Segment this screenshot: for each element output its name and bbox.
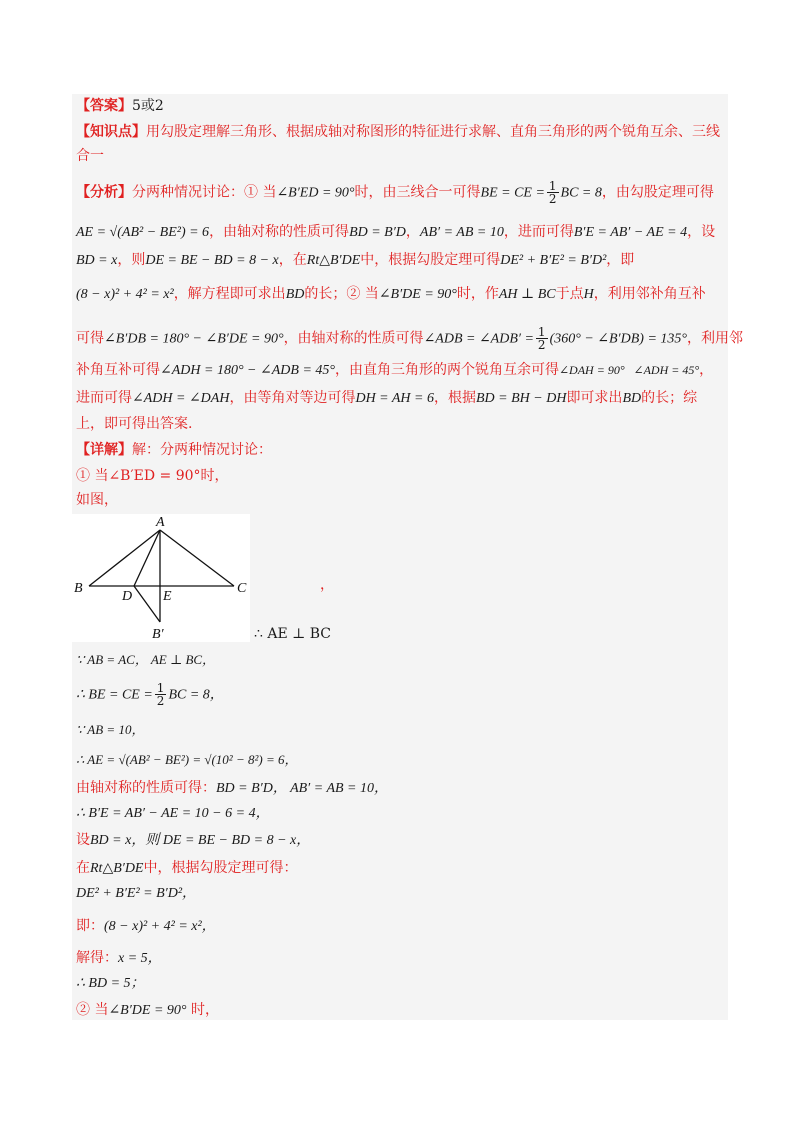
analysis-line-1: 【分析】分两种情况讨论：① 当∠B′ED = 90°时，由三线合一可得BE = CE = $\frac{1}{2}$ BC = 8，由勾股定理可得 [76,179,714,206]
step-8: 在Rt△B′DE中，根据勾股定理可得： [76,860,298,876]
segment-ac [160,530,234,586]
fraction-half: $\frac{1}{2}$ [537,325,546,352]
label-b-prime: B′ [152,627,164,642]
step-4: ∴ AE = √(AB² − BE²) = √(10² − 8²) = 6， [76,752,298,767]
analysis-line-2: AE = √(AB² − BE²) = 6，由轴对称的性质可得BD = B′D，AB′ = AB = 10，进而可得B′E = AB′ − AE = 4，设 [76,224,716,240]
step-11: 解得：x = 5， [76,950,162,966]
fraction-half: $\frac{1}{2}$ [156,681,165,708]
segment-ab [89,530,160,586]
analysis-line-3: BD = x，则DE = BE − BD = 8 − x，在Rt△B′DE中，根据勾股定理可得DE² + B′E² = B′D²，即 [76,252,635,268]
figure-comma: ， [320,577,334,593]
label-d: D [122,589,133,604]
segment-db-prime [134,586,160,622]
segment-ad [134,530,160,586]
knowledge-line-1 [76,122,720,142]
geometry-figure [72,514,250,642]
analysis-line-4: (8 − x)² + 4² = x²，解方程即可求出BD的长；② 当∠B′DE = 90°时，作AH ⊥ BC于点H，利用邻补角互补 [76,286,706,302]
label-b: B [74,581,83,596]
label-a: A [156,515,165,530]
detail-line-intro: 【详解】解：分两种情况讨论： [76,442,272,458]
step-2: ∴ BE = CE = $\frac{1}{2}$ BC = 8， [76,681,224,708]
step-3: ∵ AB = 10， [76,722,145,737]
step-5: 由轴对称的性质可得：BD = B′D， AB′ = AB = 10， [76,780,388,796]
knowledge-tag: 【知识点】 [76,124,146,140]
label-e: E [163,589,172,604]
step-10: 即：(8 − x)² + 4² = x²， [76,918,216,934]
detail-as-figure: 如图， [76,492,118,508]
detail-case-1: ① 当∠B′ED = 90°时， [76,468,229,484]
analysis-line-5: 可得∠B′DB = 180° − ∠B′DE = 90°，由轴对称的性质可得∠ADB = ∠ADB′ = $\frac{1}{2}$ (360° − ∠B′DB) = 135°，利用邻 [76,325,743,352]
step-9: DE² + B′E² = B′D²， [76,886,197,901]
analysis-tag: 【分析】 [76,184,132,201]
answer-line [76,96,164,116]
knowledge-text-1: 用勾股定理解三角形、根据成轴对称图形的特征进行求解、直角三角形的两个锐角互余、三线 [146,124,720,140]
answer-tag: 【答案】 [76,98,132,114]
step-7: 设BD = x，则 DE = BE − BD = 8 − x， [76,832,311,848]
analysis-line-8: 上，即可得出答案. [76,416,193,432]
step-1: ∵ AB = AC， AE ⊥ BC， [76,652,216,667]
step-6: ∴ B′E = AB′ − AE = 10 − 6 = 4， [76,806,270,821]
figure-caption: ∴ AE ⊥ BC [254,626,332,642]
triangle-diagram [72,514,250,642]
detail-tag: 【详解】 [76,442,132,458]
knowledge-line-2: 合一 [76,148,104,164]
analysis-line-6: 补角互补可得∠ADH = 180° − ∠ADB = 45°，由直角三角形的两个锐角互余可得∠DAH = 90° ∠ADH = 45°， [76,362,714,378]
analysis-line-7: 进而可得∠ADH = ∠DAH，由等角对等边可得DH = AH = 6，根据BD = BH − DH即可求出BD的长；综 [76,390,698,406]
label-c: C [237,581,247,596]
answer-text: 5或2 [132,98,164,114]
detail-case-2: ② 当∠B′DE = 90° 时， [76,1002,219,1018]
fraction-half: $\frac{1}{2}$ [548,179,557,206]
step-12: ∴ BD = 5； [76,976,145,991]
